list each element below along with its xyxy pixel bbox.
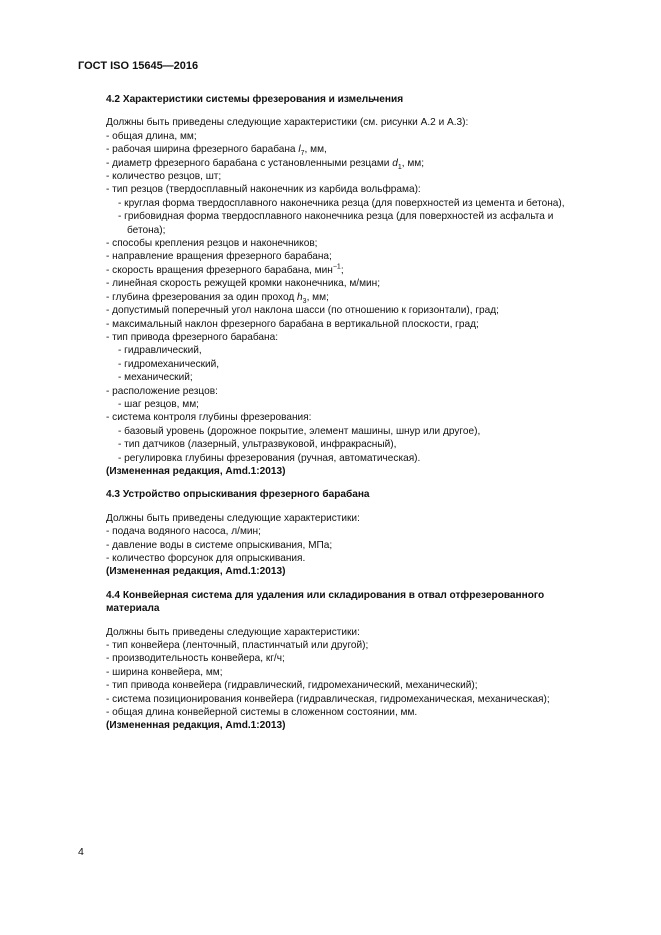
list-item: - максимальный наклон фрезерного барабана в вертикальной плоскости, град; [106, 318, 479, 330]
amendment-note: (Измененная редакция, Amd.1:2013) [106, 465, 286, 477]
section-4-4-title: 4.4 Конвейерная система для удаления или складирования в отвал отфрезерованного материала [106, 589, 545, 615]
sublist-item: - грибовидная форма твердосплавного наконечника резца (для поверхностей из асфальта и [118, 211, 554, 223]
document-body [106, 93, 616, 733]
sublist [106, 344, 616, 384]
list-item: - глубина фрезерования за один проход $h_3$, мм; [106, 291, 329, 305]
section-4-4-intro: Должны быть приведены следующие характеристики: [106, 626, 360, 638]
sublist-item: - гидравлический, [118, 345, 202, 357]
amendment-note: (Измененная редакция, Amd.1:2013) [106, 566, 286, 578]
sublist-item: - регулировка глубины фрезерования (ручная, автоматическая). [118, 452, 421, 464]
list-item: - общая длина, мм; [106, 130, 197, 142]
page-number: 4 [78, 846, 84, 858]
list-item: - способы крепления резцов и наконечников; [106, 238, 318, 250]
list-item: - тип привода конвейера (гидравлический, гидромеханический, механический); [106, 680, 478, 692]
sublist [106, 425, 616, 465]
list-item: - допустимый поперечный угол наклона шасси (по отношению к горизонтали), град; [106, 305, 499, 317]
list-item: - тип конвейера (ленточный, пластинчатый или другой); [106, 640, 369, 652]
sublist [106, 197, 616, 237]
sublist-item: - тип датчиков (лазерный, ультразвуковой, инфракрасный), [118, 439, 397, 451]
list-item: - система контроля глубины фрезерования: [106, 412, 312, 424]
amendment-note: (Измененная редакция, Amd.1:2013) [106, 720, 286, 732]
list-item: - тип привода фрезерного барабана: [106, 331, 279, 343]
list-item: - расположение резцов: [106, 385, 218, 397]
list-item: - направление вращения фрезерного барабана; [106, 251, 332, 263]
sublist-item: - базовый уровень (дорожное покрытие, элемент машины, шнур или другое), [118, 425, 481, 437]
section-4-2-intro: Должны быть приведены следующие характеристики (см. рисунки А.2 и А.3): [106, 117, 469, 129]
list-item: - производительность конвейера, кг/ч; [106, 653, 285, 665]
list-item: - ширина конвейера, мм; [106, 666, 223, 678]
list-item: - скорость вращения фрезерного барабана, мин$^{-1}$; [106, 263, 344, 276]
list-item: - тип резцов (твердосплавный наконечник из карбида вольфрама): [106, 184, 421, 196]
sublist-item-continuation: бетона); [127, 224, 166, 236]
list-item: - диаметр фрезерного барабана с установленными резцами $d_1$, мм; [106, 157, 425, 171]
list-item: - подача водяного насоса, л/мин; [106, 526, 261, 538]
sublist [106, 398, 616, 411]
section-4-2-title: 4.2 Характеристики системы фрезерования и измельчения [106, 94, 404, 105]
document-header: ГОСТ ISO 15645—2016 [78, 60, 199, 72]
section-4-3-title: 4.3 Устройство опрыскивания фрезерного барабана [106, 489, 370, 501]
list-item: - общая длина конвейерной системы в сложенном состоянии, мм. [106, 707, 418, 719]
sublist-item: - шаг резцов, мм; [118, 398, 199, 410]
list-item: - количество резцов, шт; [106, 171, 222, 183]
sublist-item: - механический; [118, 372, 193, 384]
list-item: - система позиционирования конвейера (гидравлическая, гидромеханическая, механическая); [106, 693, 550, 705]
list-item: - рабочая ширина фрезерного барабана $l_7$, мм, [106, 144, 327, 158]
list-item: - давление воды в системе опрыскивания, МПа; [106, 539, 333, 551]
sublist-item: - круглая форма твердосплавного наконечника резца (для поверхностей из цемента и бетона), [118, 197, 565, 209]
list-item: - линейная скорость режущей кромки наконечника, м/мин; [106, 278, 381, 290]
list-item: - количество форсунок для опрыскивания. [106, 553, 306, 564]
section-4-3-intro: Должны быть приведены следующие характеристики: [106, 512, 360, 524]
sublist-item: - гидромеханический, [118, 358, 220, 370]
